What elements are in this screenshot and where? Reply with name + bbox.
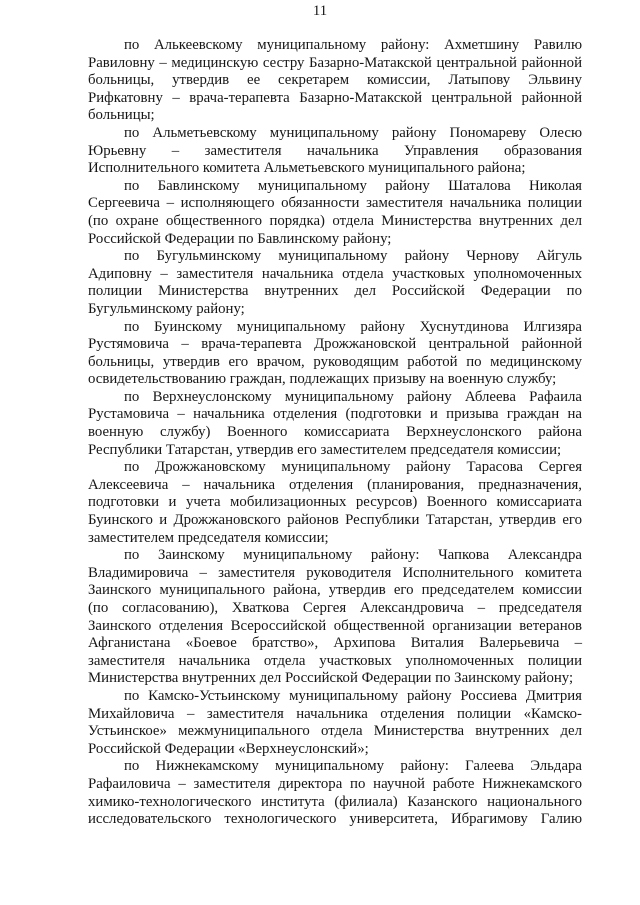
text-line: подготовки и учета мобилизационных ресурсов) Военного комиссариата xyxy=(88,494,582,511)
text-line: Михайловича – заместителя начальника отделения полиции «Камско- xyxy=(88,705,582,722)
text-line: Бугульминскому району; xyxy=(88,300,245,317)
text-line: Исполнительного комитета Альметьевского муниципального района; xyxy=(88,160,526,177)
text-line: по Альметьевскому муниципальному району Пономареву Олесю xyxy=(124,124,582,141)
text-line: Буинского и Дрожжановского районов Республики Татарстан, утвердив его xyxy=(88,512,582,529)
text-line: больницы; xyxy=(88,107,155,124)
text-line: Рифкатовну – врача-терапевта Базарно-Матакской центральной районной xyxy=(88,89,582,106)
paragraph-bavlinsky-district xyxy=(88,178,582,248)
text-line: по Бугульминскому муниципальному району Чернову Айгуль xyxy=(124,248,582,265)
text-line: (по согласованию), Хваткова Сергея Александровича – председателя xyxy=(88,600,582,616)
text-line: по Верхнеуслонскому муниципальному району Аблеева Рафаила xyxy=(124,388,582,405)
text-line: Республики Татарстан, утвердив его заместителем председателя комиссии; xyxy=(88,441,562,458)
text-line: Рустямовича – врача-терапевта Дрожжановской центральной районной xyxy=(88,336,582,353)
text-line: Заинского отделения Всероссийской общественной организации ветеранов xyxy=(88,617,582,634)
text-line: (по охране общественного порядка) отдела Министерства внутренних дел xyxy=(88,212,582,229)
text-line: Владимировича – заместителя руководителя Исполнительного комитета xyxy=(88,564,582,581)
paragraph-verkhneuslonsky-district xyxy=(88,389,582,459)
text-line: Адиповну – заместителя начальника отдела участковых уполномоченных xyxy=(88,265,582,282)
paragraph-kamsko-ustyinsky-district xyxy=(88,688,582,758)
text-line: Российской Федерации по Бавлинскому району; xyxy=(88,230,392,247)
text-line: Равиловну – медицинскую сестру Базарно-Матакской центральной районной xyxy=(88,54,582,71)
text-line: освидетельствованию граждан, подлежащих призыву на военную службу; xyxy=(88,371,557,388)
paragraph-drozhzhanovsky-district xyxy=(88,459,582,547)
text-line: по Буинскому муниципальному району Хуснутдинова Илгизяра xyxy=(124,318,582,335)
text-line: Юрьевну – заместителя начальника Управления образования xyxy=(88,142,582,159)
text-line: по Алькеевскому муниципальному району: Ахметшину Равилю xyxy=(124,37,582,53)
text-line: по Заинскому муниципальному району: Чапкова Александра xyxy=(124,547,582,564)
paragraph-bugulminsky-district xyxy=(88,248,582,318)
paragraph-alkeevsky-district xyxy=(88,37,582,125)
text-line: по Камско-Устьинскому муниципальному району Россиева Дмитрия xyxy=(124,687,582,704)
paragraph-buinsky-district xyxy=(88,319,582,389)
text-line: Рафаиловича – заместителя директора по научной работе Нижнекамского xyxy=(88,775,582,792)
text-line: Заинского муниципального района, утвердив его председателем комиссии xyxy=(88,582,582,599)
text-line: исследовательского технологического университета, Ибрагимову Галию xyxy=(88,811,582,828)
paragraph-zainsky-district xyxy=(88,547,582,688)
text-line: Российской Федерации «Верхнеуслонский»; xyxy=(88,740,369,757)
text-line: химико-технологического института (филиала) Казанского национального xyxy=(88,793,582,810)
text-line: Устьинское» межмуниципального отдела Министерства внутренних дел xyxy=(88,723,582,740)
paragraph-almetyevsky-district xyxy=(88,125,582,178)
text-line: заместителя начальника отдела участковых уполномоченных полиции xyxy=(88,652,582,669)
text-line: Сергеевича – исполняющего обязанности заместителя начальника полиции xyxy=(88,195,582,212)
page-number: 11 xyxy=(312,3,328,19)
paragraph-nizhnekamsky-district xyxy=(88,758,582,828)
text-line: военную службу) Военного комиссариата Верхнеуслонского района xyxy=(88,424,582,441)
text-line: по Бавлинскому муниципальному району Шаталова Николая xyxy=(124,177,582,194)
text-line: полиции Министерства внутренних дел Российской Федерации по xyxy=(88,283,582,300)
text-line: заместителем председателя комиссии; xyxy=(88,529,329,546)
document-body xyxy=(88,37,582,829)
text-line: по Дрожжановскому муниципальному району Тарасова Сергея xyxy=(124,459,582,476)
text-line: Министерства внутренних дел Российской Федерации по Заинскому району; xyxy=(88,670,574,687)
text-line: Афганистана «Боевое братство», Архипова Виталия Валерьевича – xyxy=(88,635,582,652)
text-line: Рустамовича – начальника отделения (подготовки и призыва граждан на xyxy=(88,406,582,423)
text-line: больницы, утвердив его врачом, руководящим работой по медицинскому xyxy=(88,353,582,370)
text-line: по Нижнекамскому муниципальному району: Галеева Эльдара xyxy=(124,758,582,775)
text-line: больницы, утвердив ее секретарем комиссии, Латыпову Эльвину xyxy=(88,72,582,89)
text-line: Алексеевича – начальника отделения (планирования, предназначения, xyxy=(88,476,582,493)
